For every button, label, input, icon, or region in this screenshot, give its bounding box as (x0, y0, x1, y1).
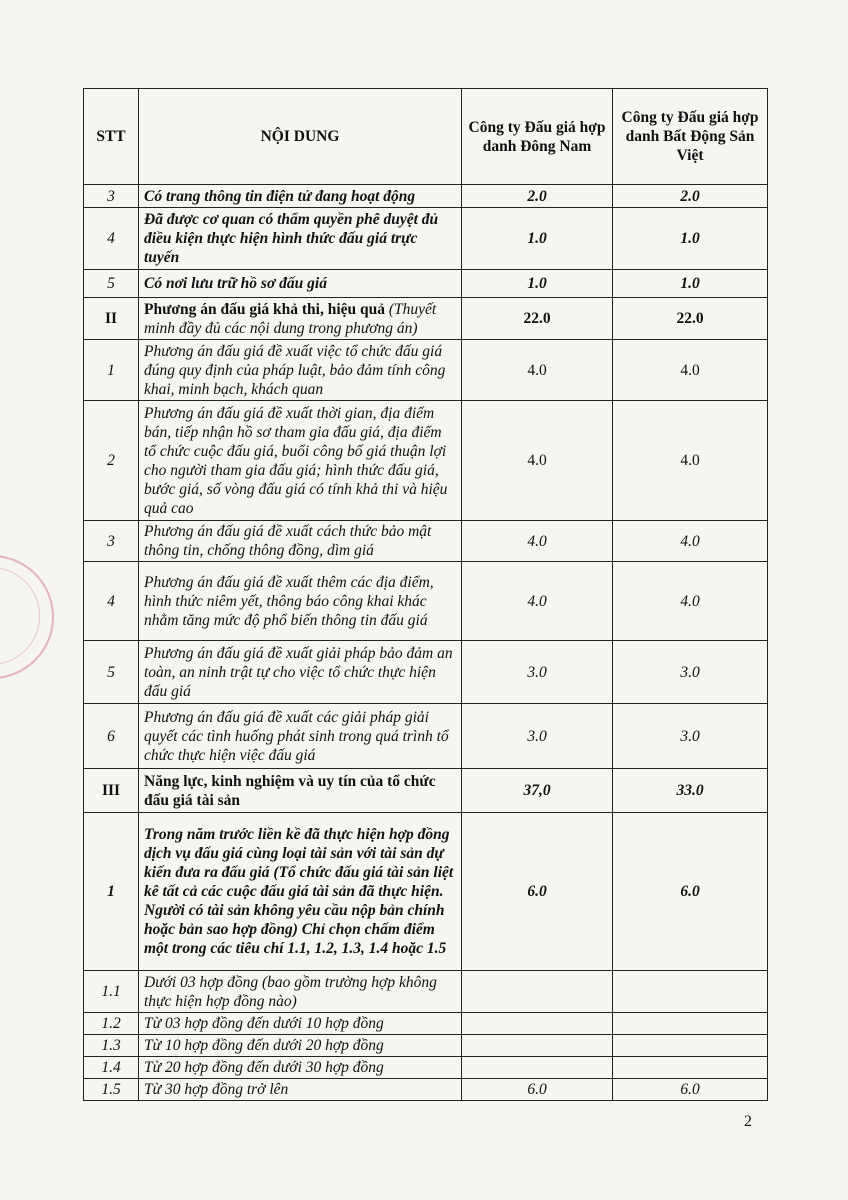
header-content: NỘI DUNG (139, 89, 462, 185)
table-row (84, 270, 768, 298)
row-content-bold: Phương án đấu giá khả thi, hiệu quả (144, 300, 389, 318)
row-score-dong-nam: 2.0 (462, 185, 613, 208)
row-stt: 1.1 (84, 971, 139, 1013)
row-score-bds-viet: 3.0 (613, 704, 768, 769)
table-row (84, 401, 768, 521)
table-row-section (84, 298, 768, 340)
row-stt: 1 (84, 340, 139, 401)
row-score-bds-viet: 2.0 (613, 185, 768, 208)
row-content-italic: (Thuyết minh đầy đủ các nội dung trong phương án) (144, 300, 437, 337)
row-score-dong-nam: 4.0 (462, 521, 613, 562)
row-stt: 1.2 (84, 1013, 139, 1035)
row-content: Từ 03 hợp đồng đến dưới 10 hợp đồng (139, 1013, 462, 1035)
table-row (84, 1013, 768, 1035)
row-content: Phương án đấu giá đề xuất cách thức bảo mật thông tin, chống thông đồng, dìm giá (139, 521, 462, 562)
row-score-dong-nam: 22.0 (462, 298, 613, 340)
row-score-bds-viet: 1.0 (613, 208, 768, 270)
row-stt: 4 (84, 208, 139, 270)
row-score-bds-viet: 4.0 (613, 340, 768, 401)
row-stt: 5 (84, 270, 139, 298)
row-stt: 3 (84, 521, 139, 562)
page-number: 2 (744, 1113, 752, 1130)
row-content: Phương án đấu giá đề xuất việc tổ chức đấu giá đúng quy định của pháp luật, bảo đảm tính công khai, minh bạch, khách quan (139, 340, 462, 401)
row-content: Phương án đấu giá đề xuất thêm các địa điểm, hình thức niêm yết, thông báo công khai khác nhằm tăng mức độ phổ biến thông tin đấu giá (139, 562, 462, 641)
row-score-dong-nam (462, 971, 613, 1013)
row-score-dong-nam: 4.0 (462, 401, 613, 521)
header-stt: STT (84, 89, 139, 185)
row-score-dong-nam (462, 1057, 613, 1079)
row-content (139, 298, 462, 340)
row-score-bds-viet: 1.0 (613, 270, 768, 298)
row-stt: 4 (84, 562, 139, 641)
row-content: Có trang thông tin điện tử đang hoạt động (139, 185, 462, 208)
row-score-bds-viet: 6.0 (613, 813, 768, 971)
table-header-row (84, 89, 768, 185)
row-stt: III (84, 769, 139, 813)
table-row (84, 185, 768, 208)
row-score-dong-nam (462, 1035, 613, 1057)
table-row (84, 641, 768, 704)
row-stt: 5 (84, 641, 139, 704)
table-row (84, 208, 768, 270)
row-stt: 6 (84, 704, 139, 769)
row-score-bds-viet: 3.0 (613, 641, 768, 704)
row-stt: 2 (84, 401, 139, 521)
row-content: Trong năm trước liền kề đã thực hiện hợp đồng dịch vụ đấu giá cùng loại tài sản với tài sản dự kiến đưa ra đấu giá (Tổ chức đấu giá tài sản liệt kê tất cả các cuộc đấu giá tài sản đã thực hiện. Người có tài sản không yêu cầu nộp bản chính hoặc bản sao hợp đồng) Chỉ chọn chấm điểm một trong các tiêu chí 1.1, 1.2, 1.3, 1.4 hoặc 1.5 (139, 813, 462, 971)
row-score-bds-viet: 4.0 (613, 562, 768, 641)
row-stt: 1 (84, 813, 139, 971)
table-row-section (84, 769, 768, 813)
table-row (84, 1079, 768, 1101)
table-row (84, 340, 768, 401)
row-score-bds-viet (613, 971, 768, 1013)
header-company-dong-nam: Công ty Đấu giá hợp danh Đông Nam (462, 89, 613, 185)
table-row (84, 704, 768, 769)
table-row (84, 813, 768, 971)
row-content: Dưới 03 hợp đồng (bao gồm trường hợp không thực hiện hợp đồng nào) (139, 971, 462, 1013)
row-stt: 1.3 (84, 1035, 139, 1057)
row-content: Phương án đấu giá đề xuất giải pháp bảo đảm an toàn, an ninh trật tự cho việc tổ chức thực hiện đấu giá (139, 641, 462, 704)
row-stt: II (84, 298, 139, 340)
row-score-bds-viet: 4.0 (613, 401, 768, 521)
header-company-bds-viet: Công ty Đấu giá hợp danh Bất Động Sản Việt (613, 89, 768, 185)
row-score-dong-nam: 3.0 (462, 704, 613, 769)
table-row (84, 971, 768, 1013)
scoring-table (83, 88, 768, 1101)
row-score-dong-nam: 1.0 (462, 208, 613, 270)
row-score-bds-viet: 4.0 (613, 521, 768, 562)
row-score-dong-nam: 4.0 (462, 562, 613, 641)
row-stt: 3 (84, 185, 139, 208)
row-score-bds-viet: 6.0 (613, 1079, 768, 1101)
row-score-dong-nam: 1.0 (462, 270, 613, 298)
row-stt: 1.4 (84, 1057, 139, 1079)
row-content: Năng lực, kinh nghiệm và uy tín của tổ chức đấu giá tài sản (139, 769, 462, 813)
row-content: Phương án đấu giá đề xuất thời gian, địa điểm bán, tiếp nhận hồ sơ tham gia đấu giá, địa điểm tổ chức cuộc đấu giá, buổi công bố giá thuận lợi cho người tham gia đấu giá; hình thức đấu giá, bước giá, số vòng đấu giá có tính khả thi và hiệu quả cao (139, 401, 462, 521)
row-score-bds-viet (613, 1057, 768, 1079)
table-row (84, 1035, 768, 1057)
row-content: Đã được cơ quan có thẩm quyền phê duyệt đủ điều kiện thực hiện hình thức đấu giá trực tuyến (139, 208, 462, 270)
row-content: Từ 10 hợp đồng đến dưới 20 hợp đồng (139, 1035, 462, 1057)
row-score-bds-viet: 22.0 (613, 298, 768, 340)
row-score-bds-viet: 33.0 (613, 769, 768, 813)
row-score-dong-nam: 37,0 (462, 769, 613, 813)
row-score-dong-nam: 6.0 (462, 1079, 613, 1101)
row-score-dong-nam (462, 1013, 613, 1035)
table-row (84, 521, 768, 562)
row-stt: 1.5 (84, 1079, 139, 1101)
row-score-bds-viet (613, 1013, 768, 1035)
row-score-bds-viet (613, 1035, 768, 1057)
row-score-dong-nam: 6.0 (462, 813, 613, 971)
table-row (84, 562, 768, 641)
row-content: Phương án đấu giá đề xuất các giải pháp giải quyết các tình huống phát sinh trong quá trình tổ chức thực hiện việc đấu giá (139, 704, 462, 769)
row-content: Từ 30 hợp đồng trở lên (139, 1079, 462, 1101)
row-score-dong-nam: 3.0 (462, 641, 613, 704)
row-score-dong-nam: 4.0 (462, 340, 613, 401)
table-row (84, 1057, 768, 1079)
row-content: Từ 20 hợp đồng đến dưới 30 hợp đồng (139, 1057, 462, 1079)
row-content: Có nơi lưu trữ hồ sơ đấu giá (139, 270, 462, 298)
